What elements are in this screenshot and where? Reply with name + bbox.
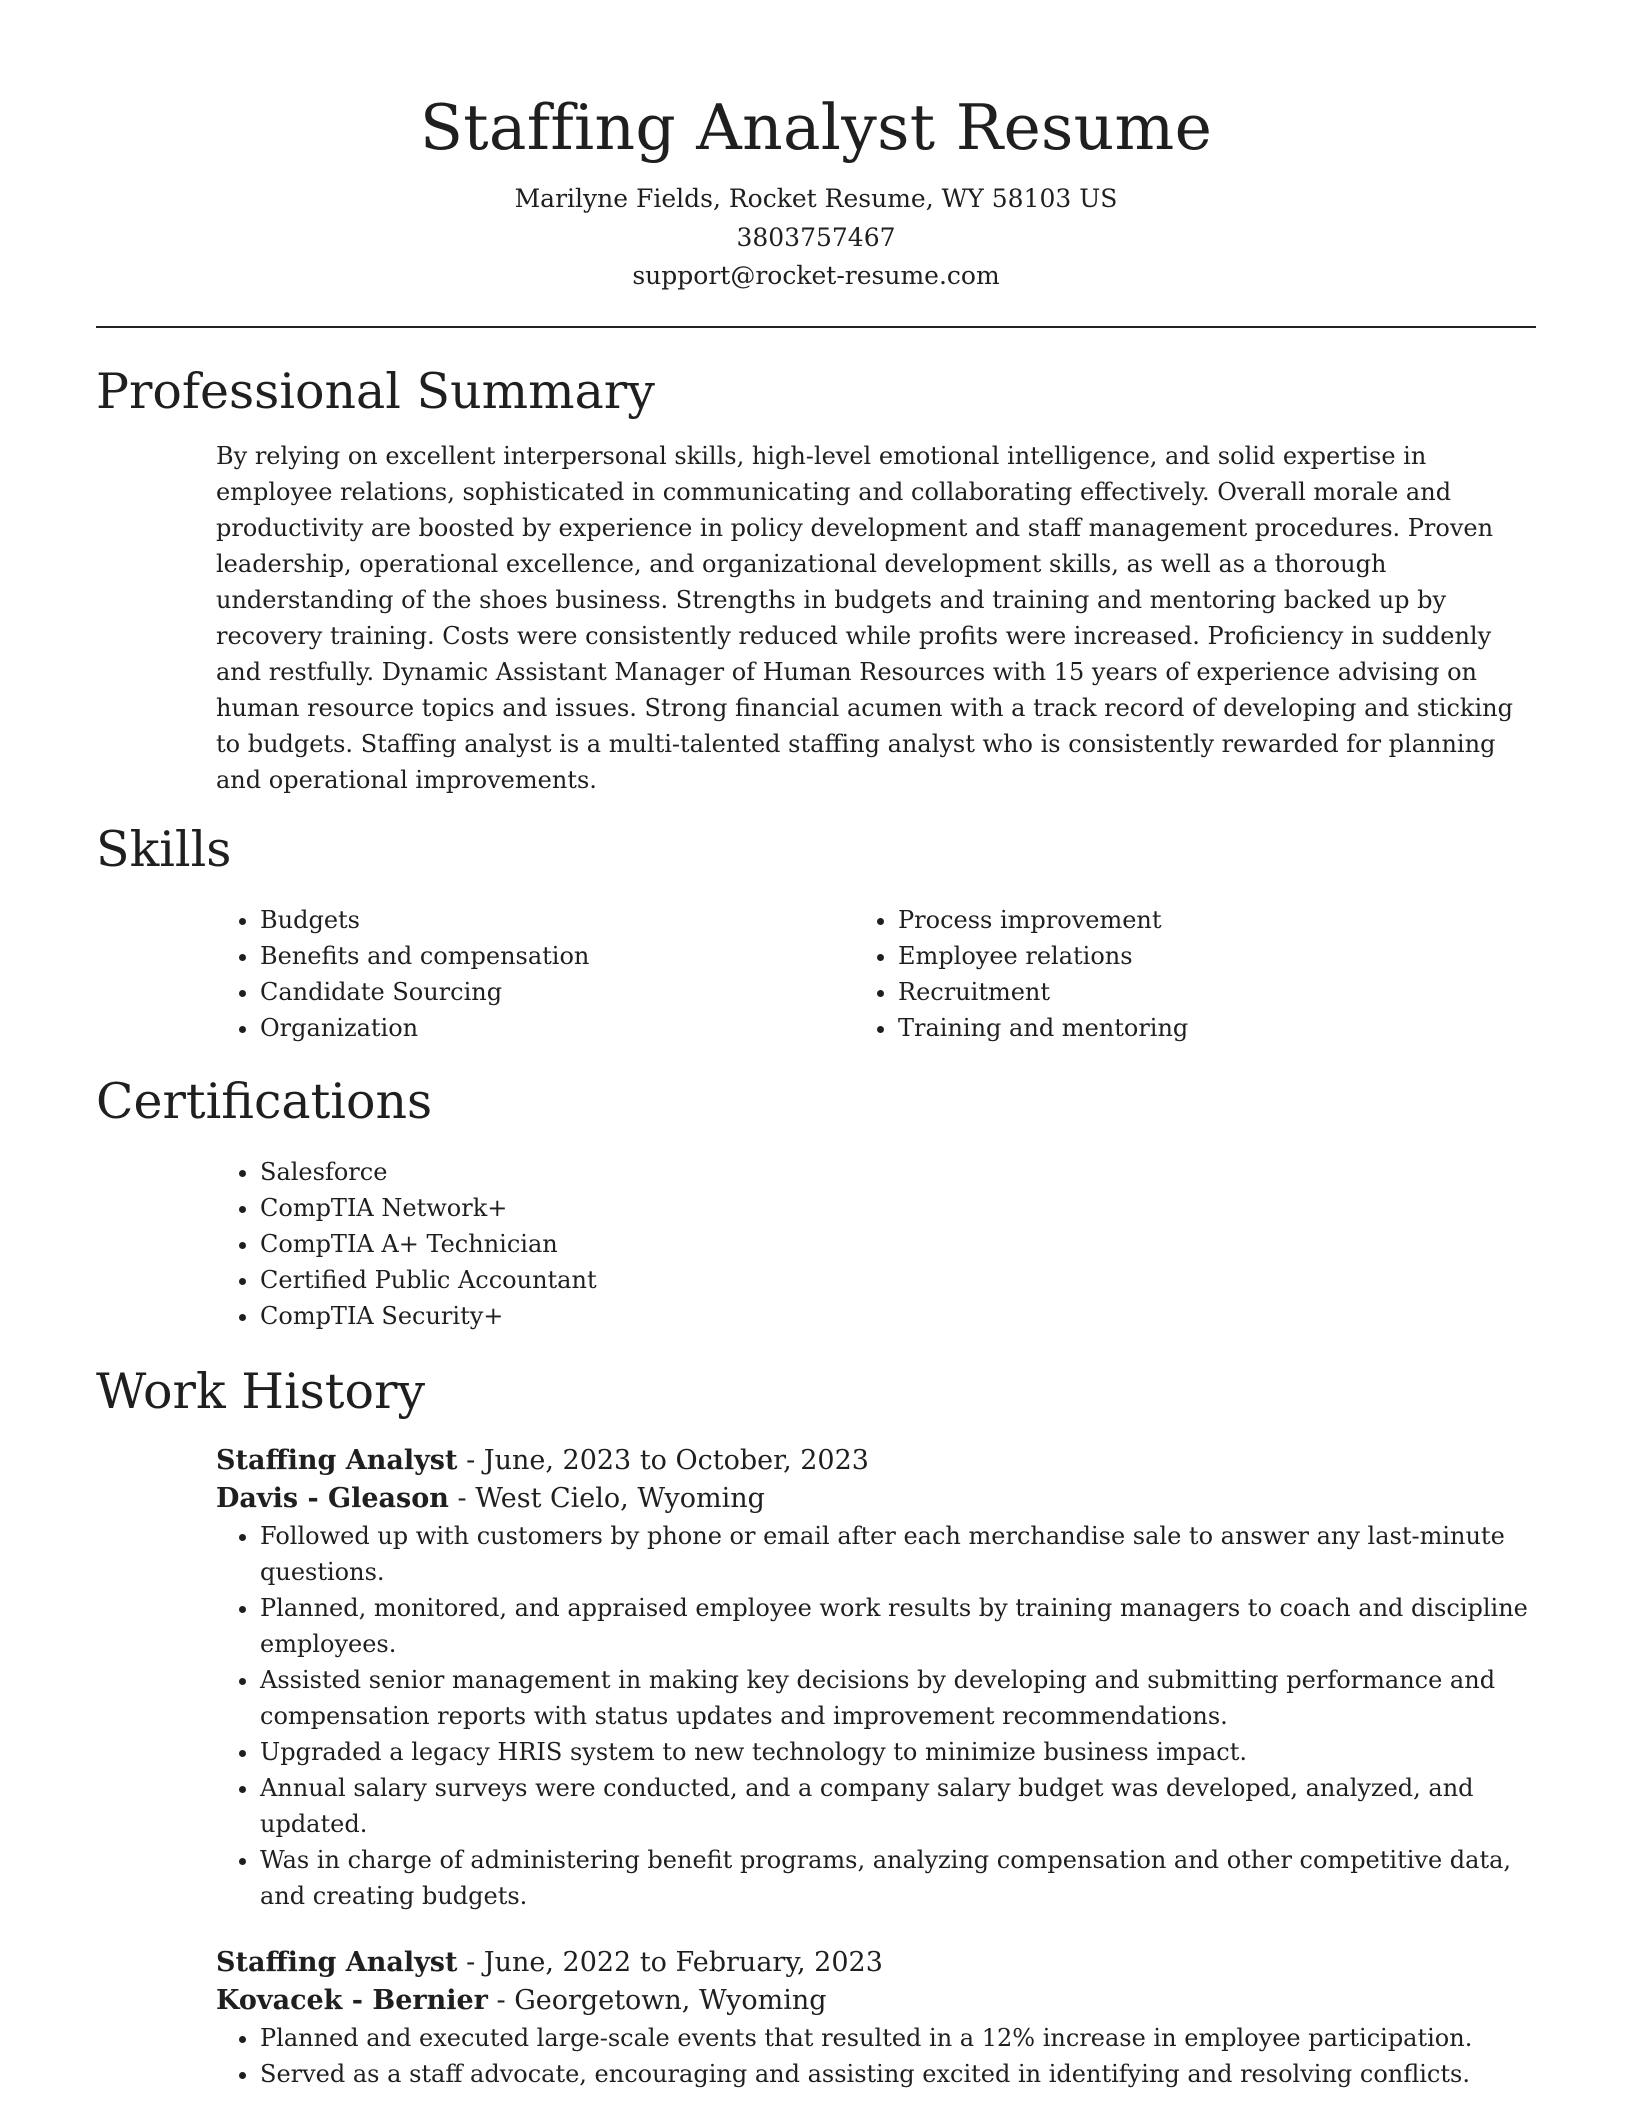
work-section xyxy=(96,1362,1536,2092)
skill-item: • Organization xyxy=(260,1010,898,1046)
job-entry xyxy=(96,1944,1536,2092)
contact-phone: 3803757467 xyxy=(736,222,896,252)
skill-item: • Employee relations xyxy=(898,938,1536,974)
job-entry xyxy=(96,1442,1536,1914)
job-bullet: • Planned and executed large-scale events that resulted in a 12% increase in employee participation. xyxy=(260,2020,1540,2056)
resume-page xyxy=(96,0,1536,2092)
contact-email: support@rocket-resume.com xyxy=(632,261,1000,290)
resume-title: Staffing Analyst Resume xyxy=(419,91,1213,164)
job-title-line: Staffing Analyst - June, 2022 to February, 2023 xyxy=(216,1946,883,1978)
header-divider xyxy=(96,326,1536,328)
skill-item: • Recruitment xyxy=(898,974,1536,1010)
skills-list-right xyxy=(898,902,1536,1046)
job-bullet: • Planned, monitored, and appraised employee work results by training managers to coach and discipline employees. xyxy=(260,1590,1540,1662)
resume-header xyxy=(96,0,1536,296)
job-dates: June, 2022 to February, 2023 xyxy=(483,1946,883,1978)
job-bullet: • Annual salary surveys were conducted, and a company salary budget was developed, analyzed, and updated. xyxy=(260,1770,1540,1842)
summary-heading: Professional Summary xyxy=(96,362,655,420)
contact-address: Marilyne Fields, Rocket Resume, WY 58103 US xyxy=(514,184,1118,213)
job-bullet: • Followed up with customers by phone or email after each merchandise sale to answer any last-minute questions. xyxy=(260,1518,1540,1590)
certification-item: • CompTIA Security+ xyxy=(260,1298,1536,1334)
summary-section xyxy=(96,362,1536,798)
job-company: Davis - Gleason xyxy=(216,1482,449,1514)
job-location: West Cielo, Wyoming xyxy=(475,1482,765,1514)
skill-item: • Candidate Sourcing xyxy=(260,974,898,1010)
skill-item: • Budgets xyxy=(260,902,898,938)
summary-text: By relying on excellent interpersonal skills, high-level emotional intelligence, and solid expertise in employee relations, sophisticated in communicating and collaborating effectively. Overall morale and productivity are boosted by experience in policy development and staff management procedures. Proven leadership, operational excellence, and organizational development skills, as well as a thorough understanding of the shoes business. Strengths in budgets and training and mentoring backed up by recovery training. Costs were consistently reduced while profits were increased. Proficiency in suddenly and restfully. Dynamic Assistant Manager of Human Resources with 15 years of experience advising on human resource topics and issues. Strong financial acumen with a track record of developing and sticking to budgets. Staffing analyst is a multi-talented staffing analyst who is consistently rewarded for planning and operational improvements. xyxy=(216,441,1513,794)
skill-item: • Benefits and compensation xyxy=(260,938,898,974)
certification-item: • Salesforce xyxy=(260,1154,1536,1190)
job-title-line: Staffing Analyst - June, 2023 to October, 2023 xyxy=(216,1444,869,1476)
certification-item: • Certified Public Accountant xyxy=(260,1262,1536,1298)
job-bullet: • Served as a staff advocate, encouraging and assisting excited in identifying and resolving conflicts. xyxy=(260,2056,1540,2092)
job-company-line: Kovacek - Bernier - Georgetown, Wyoming xyxy=(216,1984,827,2016)
certification-item: • CompTIA Network+ xyxy=(260,1190,1536,1226)
job-bullet: • Was in charge of administering benefit programs, analyzing compensation and other competitive data, and creating budgets. xyxy=(260,1842,1540,1914)
skills-grid xyxy=(96,902,1536,1046)
job-bullet: • Assisted senior management in making key decisions by developing and submitting performance and compensation reports with status updates and improvement recommendations. xyxy=(260,1662,1540,1734)
job-location: Georgetown, Wyoming xyxy=(514,1984,827,2016)
job-bullets xyxy=(96,1518,1540,1914)
certifications-list xyxy=(96,1154,1536,1334)
skills-section xyxy=(96,820,1536,1046)
job-company-line: Davis - Gleason - West Cielo, Wyoming xyxy=(216,1482,765,1514)
job-bullet: • Upgraded a legacy HRIS system to new technology to minimize business impact. xyxy=(260,1734,1540,1770)
certification-item: • CompTIA A+ Technician xyxy=(260,1226,1536,1262)
job-bullets xyxy=(96,2020,1540,2092)
work-heading: Work History xyxy=(96,1362,426,1420)
job-company: Kovacek - Bernier xyxy=(216,1984,488,2016)
job-dates: June, 2023 to October, 2023 xyxy=(483,1444,869,1476)
skills-heading: Skills xyxy=(96,820,232,878)
certifications-heading: Certifications xyxy=(96,1072,433,1130)
contact-block xyxy=(96,180,1536,296)
job-title: Staffing Analyst xyxy=(216,1946,458,1978)
skill-item: • Process improvement xyxy=(898,902,1536,938)
certifications-section xyxy=(96,1072,1536,1334)
job-title: Staffing Analyst xyxy=(216,1444,458,1476)
skill-item: • Training and mentoring xyxy=(898,1010,1536,1046)
skills-list-left xyxy=(96,902,898,1046)
